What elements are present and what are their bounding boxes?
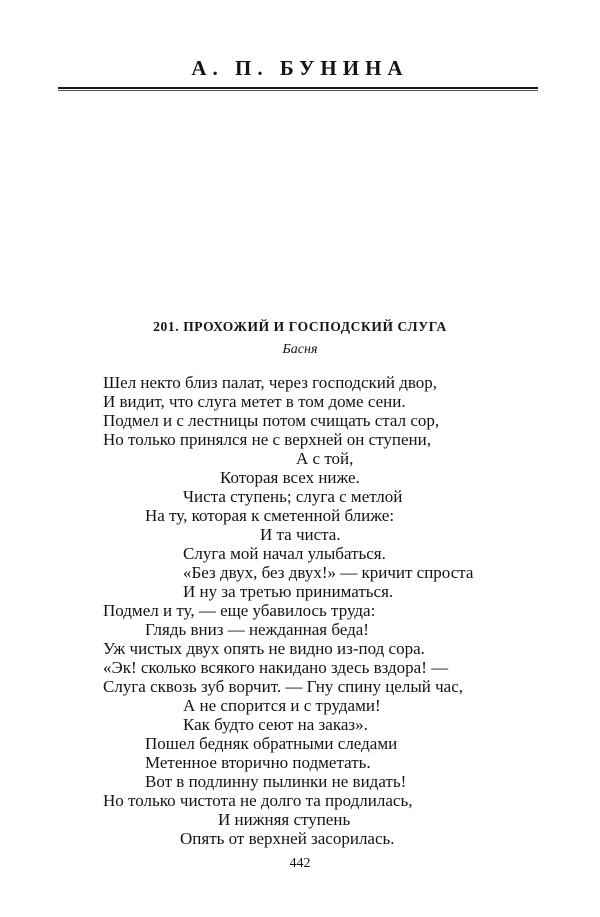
verse-line-18: А не спорится и с трудами! <box>183 696 381 715</box>
verse-line-17: Слуга сквозь зуб ворчит. — Гну спину целый час, <box>103 677 463 696</box>
verse-line-15: Уж чистых двух опять не видно из-под сора. <box>103 639 425 658</box>
verse-line-22: Вот в подлинну пылинки не видать! <box>145 772 407 791</box>
verse-line-25: Опять от верхней засорилась. <box>180 829 395 848</box>
poem-subtitle: Басня <box>282 342 318 357</box>
verse-line-2: И видит, что слуга метет в том доме сени. <box>103 392 406 411</box>
verse-line-16: «Эк! сколько всякого накидано здесь вздора! — <box>103 658 449 677</box>
verse-line-7: Чиста ступень; слуга с метлой <box>183 487 403 506</box>
verse-line-24: И нижняя ступень <box>218 810 351 829</box>
verse-line-1: Шел некто близ палат, через господский двор, <box>103 373 438 392</box>
verse-line-6: Которая всех ниже. <box>220 468 360 487</box>
page-number: 442 <box>289 856 311 871</box>
verse-line-20: Пошел бедняк обратными следами <box>145 734 398 753</box>
header-rule-thin <box>58 90 538 91</box>
poem-title: 201. ПРОХОЖИЙ И ГОСПОДСКИЙ СЛУГА <box>153 319 447 334</box>
verse-line-9: И та чиста. <box>260 525 341 544</box>
verse-line-23: Но только чистота не долго та продлилась, <box>103 791 413 810</box>
verse-line-12: И ну за третью приниматься. <box>183 582 394 601</box>
verse-line-11: «Без двух, без двух!» — кричит спроста <box>183 563 474 582</box>
verse-line-4: Но только принялся не с верхней он ступени, <box>103 430 431 449</box>
verse-line-5: А с той, <box>296 449 354 468</box>
verse-line-21: Метенное вторично подметать. <box>145 753 371 772</box>
verse-line-3: Подмел и с лестницы потом счищать стал сор, <box>103 411 440 430</box>
verse-line-13: Подмел и ту, — еще убавилось труда: <box>103 601 376 620</box>
verse-line-19: Как будто сеют на заказ». <box>183 715 368 734</box>
header-rule <box>58 87 538 89</box>
verse-line-14: Глядь вниз — нежданная беда! <box>145 620 369 639</box>
verse-line-10: Слуга мой начал улыбаться. <box>183 544 386 563</box>
running-head: А. П. БУНИНА <box>191 56 409 80</box>
verse-line-8: На ту, которая к сметенной ближе: <box>145 506 395 525</box>
